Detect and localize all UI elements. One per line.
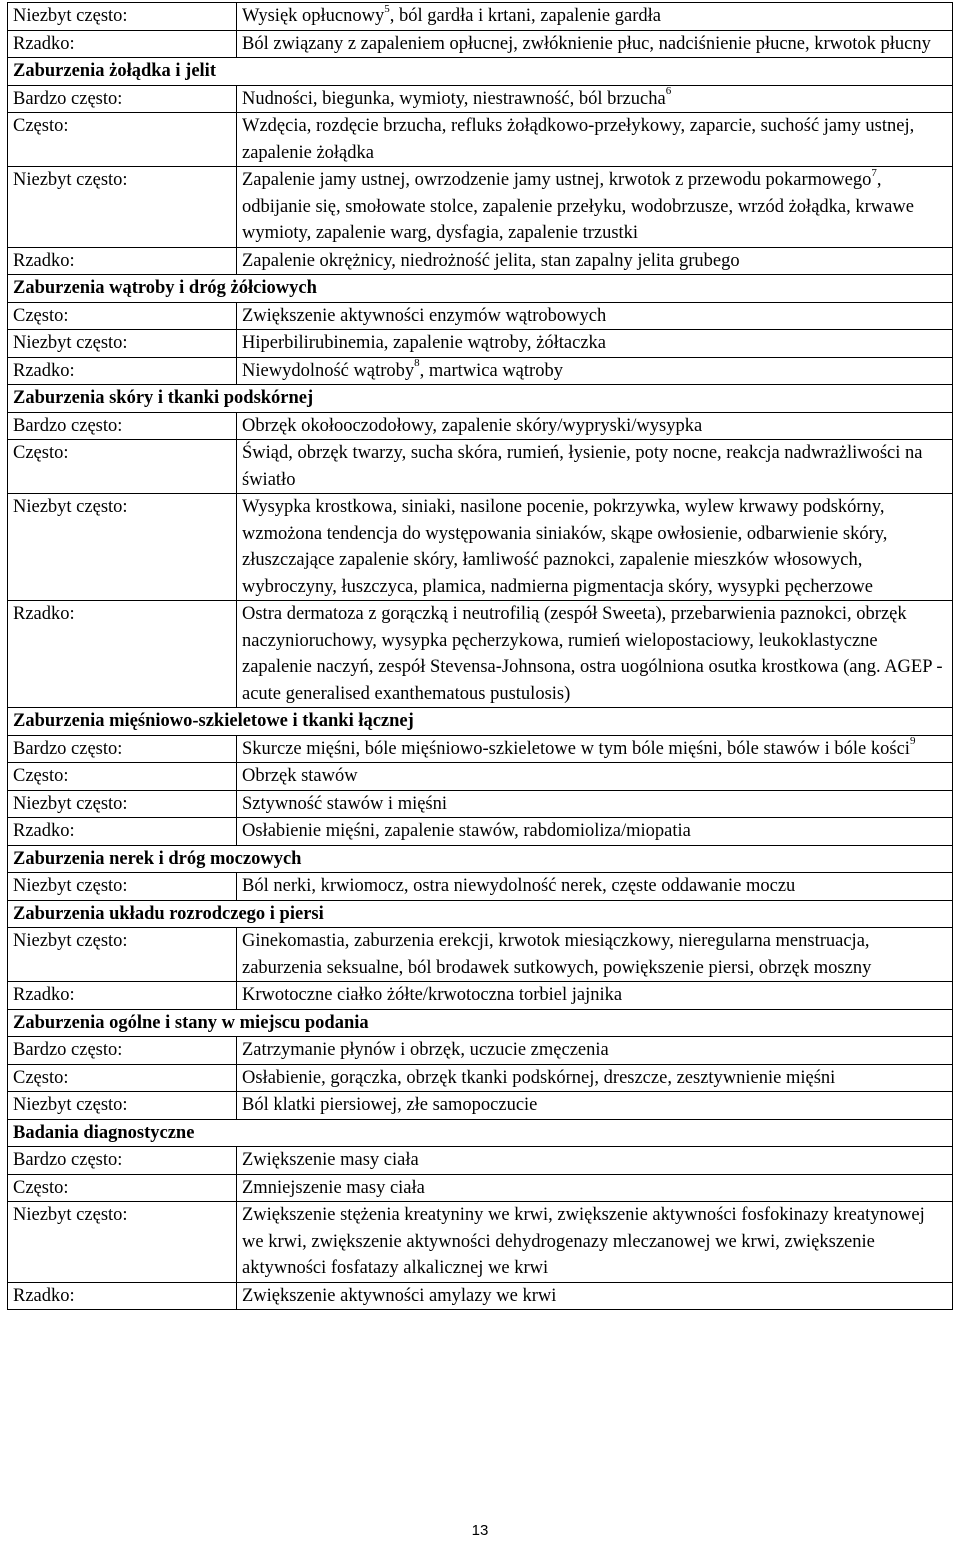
frequency-label: Niezbyt często: xyxy=(8,1092,237,1120)
table-row xyxy=(8,494,953,601)
frequency-label: Niezbyt często: xyxy=(8,167,237,248)
adverse-effects-cell xyxy=(237,928,953,982)
adverse-effects-text: Obrzęk stawów xyxy=(242,766,358,786)
section-header-row xyxy=(8,275,953,303)
frequency-label: Rzadko: xyxy=(8,818,237,846)
frequency-label: Niezbyt często: xyxy=(8,3,237,31)
table-row xyxy=(8,1174,953,1202)
section-header-row xyxy=(8,708,953,736)
footnote-reference: 6 xyxy=(665,85,672,98)
table-row xyxy=(8,928,953,982)
adverse-effects-text: Nudności, biegunka, wymioty, niestrawność, ból brzucha xyxy=(242,88,666,109)
table-row xyxy=(8,412,953,440)
adverse-effects-text: Ból klatki piersiowej, złe samopoczucie xyxy=(242,1095,538,1115)
adverse-effects-text: Sztywność stawów i mięśni xyxy=(242,793,448,814)
frequency-label: Często: xyxy=(8,763,237,791)
table-row xyxy=(8,818,953,846)
adverse-effects-text: Ginekomastia, zaburzenia erekcji, krwotok miesiączkowy, nieregularna menstruacja, zaburzenia seksualne, ból brodawek sutkowych, powiększenie piersi, obrzęk moszny xyxy=(242,931,872,978)
adverse-effects-cell xyxy=(237,1282,953,1310)
table-row xyxy=(8,302,953,330)
table-row xyxy=(8,1147,953,1175)
frequency-label: Często: xyxy=(8,1064,237,1092)
footnote-reference: 8 xyxy=(414,357,420,370)
frequency-label: Niezbyt często: xyxy=(8,330,237,358)
adverse-effects-text: Osłabienie, gorączka, obrzęk tkanki podskórnej, dreszcze, zesztywnienie mięśni xyxy=(242,1067,836,1088)
adverse-effects-cell xyxy=(237,873,953,901)
adverse-effects-cell xyxy=(237,601,953,708)
frequency-label: Często: xyxy=(8,1174,237,1202)
adverse-effects-cell xyxy=(237,167,953,248)
section-title: Zaburzenia skóry i tkanki podskórnej xyxy=(8,385,953,413)
frequency-label: Często: xyxy=(8,302,237,330)
adverse-effects-table xyxy=(7,2,953,1310)
adverse-effects-text: Zwiększenie aktywności enzymów wątrobowych xyxy=(242,305,607,326)
adverse-effects-text: Zwiększenie masy ciała xyxy=(242,1150,419,1170)
adverse-effects-cell xyxy=(237,412,953,440)
adverse-effects-cell xyxy=(237,1174,953,1202)
section-header-row xyxy=(8,1009,953,1037)
adverse-effects-cell xyxy=(237,1064,953,1092)
adverse-effects-text: Ostra dermatoza z gorączką i neutrofilią (zespół Sweeta), przebarwienia paznokci, obrzęk naczynioruchowy, wysypka pęcherzykowa, rumień wielopostaciowy, leukoklastyczne zapalenie naczyń, zespół Stevensa-Johnsona, ostra uogólniona osutka krostkowa (ang. AGEP - acute generalised exanthematous pustulosis) xyxy=(242,604,943,704)
frequency-label: Niezbyt często: xyxy=(8,1202,237,1283)
adverse-effects-cell xyxy=(237,494,953,601)
adverse-effects-cell xyxy=(237,763,953,791)
frequency-label: Niezbyt często: xyxy=(8,873,237,901)
table-row xyxy=(8,1202,953,1283)
adverse-effects-cell xyxy=(237,790,953,818)
section-title: Zaburzenia nerek i dróg moczowych xyxy=(8,845,953,873)
frequency-label: Bardzo często: xyxy=(8,735,237,763)
adverse-effects-text: Świąd, obrzęk twarzy, sucha skóra, rumień, łysienie, poty nocne, reakcja nadwrażliwości na światło xyxy=(242,443,923,490)
adverse-effects-text: Zwiększenie aktywności amylazy we krwi xyxy=(242,1285,557,1306)
table-row xyxy=(8,873,953,901)
adverse-effects-cell xyxy=(237,982,953,1010)
adverse-effects-cell xyxy=(237,735,953,763)
frequency-label: Rzadko: xyxy=(8,982,237,1010)
page-number: 13 xyxy=(471,1522,489,1539)
adverse-effects-text: Zwiększenie stężenia kreatyniny we krwi, zwiększenie aktywności fosfokinazy kreatynowej we krwi, zwiększenie aktywności dehydrogenazy mleczanowej we krwi, zwiększenie aktywności fosfatazy alkalicznej we krwi xyxy=(242,1205,925,1278)
adverse-effects-cell xyxy=(237,1037,953,1065)
adverse-effects-text: Obrzęk okołooczodołowy, zapalenie skóry/wypryski/wysypka xyxy=(242,415,703,436)
table-row xyxy=(8,440,953,494)
table-row xyxy=(8,763,953,791)
adverse-effects-text: Ból związany z zapaleniem opłucnej, zwłóknienie płuc, nadciśnienie płucne, krwotok płucny xyxy=(242,33,931,54)
adverse-effects-text: , martwica wątroby xyxy=(419,360,563,381)
adverse-effects-cell xyxy=(237,30,953,58)
section-header-row xyxy=(8,845,953,873)
section-title: Zaburzenia układu rozrodczego i piersi xyxy=(8,900,953,928)
section-title: Zaburzenia mięśniowo-szkieletowe i tkanki łącznej xyxy=(8,708,953,736)
adverse-effects-text: Zapalenie jamy ustnej, owrzodzenie jamy ustnej, krwotok z przewodu pokarmowego xyxy=(242,170,872,190)
frequency-label: Rzadko: xyxy=(8,601,237,708)
frequency-label: Bardzo często: xyxy=(8,85,237,113)
adverse-effects-cell xyxy=(237,1147,953,1175)
adverse-effects-text: , ból gardła i krtani, zapalenie gardła xyxy=(389,6,661,26)
adverse-effects-cell xyxy=(237,302,953,330)
frequency-label: Niezbyt często: xyxy=(8,494,237,601)
adverse-effects-cell xyxy=(237,1202,953,1283)
adverse-effects-text: Osłabienie mięśni, zapalenie stawów, rabdomioliza/miopatia xyxy=(242,821,691,841)
table-row xyxy=(8,982,953,1010)
section-title: Zaburzenia żołądka i jelit xyxy=(8,58,953,86)
table-row xyxy=(8,735,953,763)
table-row xyxy=(8,790,953,818)
table-row xyxy=(8,1064,953,1092)
footnote-reference: 7 xyxy=(871,166,877,179)
section-title: Zaburzenia ogólne i stany w miejscu podania xyxy=(8,1009,953,1037)
section-title: Zaburzenia wątroby i dróg żółciowych xyxy=(8,275,953,303)
table-row xyxy=(8,357,953,385)
frequency-label: Niezbyt często: xyxy=(8,928,237,982)
adverse-effects-text: Niewydolność wątroby xyxy=(242,360,415,381)
adverse-effects-cell xyxy=(237,330,953,358)
adverse-effects-text: Wzdęcia, rozdęcie brzucha, refluks żołądkowo-przełykowy, zaparcie, suchość jamy ustnej, zapalenie żołądka xyxy=(242,116,915,163)
frequency-label: Często: xyxy=(8,440,237,494)
adverse-effects-cell xyxy=(237,113,953,167)
table-row xyxy=(8,247,953,275)
adverse-effects-cell xyxy=(237,357,953,385)
adverse-effects-cell xyxy=(237,1092,953,1120)
footnote-reference: 9 xyxy=(909,735,916,748)
adverse-effects-cell xyxy=(237,85,953,113)
adverse-effects-text: Ból nerki, krwiomocz, ostra niewydolność nerek, częste oddawanie moczu xyxy=(242,876,796,896)
table-row xyxy=(8,1282,953,1310)
table-row xyxy=(8,167,953,248)
adverse-effects-text: Wysięk opłucnowy xyxy=(242,6,385,26)
footnote-reference: 5 xyxy=(384,2,390,15)
adverse-effects-text: Zatrzymanie płynów i obrzęk, uczucie zmęczenia xyxy=(242,1040,609,1060)
table-row xyxy=(8,85,953,113)
adverse-effects-text: , odbijanie się, smołowate stolce, zapalenie przełyku, wodobrzusze, wrzód żołądka, krwawe wymioty, zapalenie warg, dysfagia, zapalenie trzustki xyxy=(242,170,914,243)
adverse-effects-cell xyxy=(237,247,953,275)
adverse-effects-text: Zmniejszenie masy ciała xyxy=(242,1177,425,1198)
frequency-label: Rzadko: xyxy=(8,357,237,385)
frequency-label: Bardzo często: xyxy=(8,1147,237,1175)
frequency-label: Rzadko: xyxy=(8,1282,237,1310)
table-row xyxy=(8,1037,953,1065)
table-row xyxy=(8,330,953,358)
table-row xyxy=(8,601,953,708)
frequency-label: Bardzo często: xyxy=(8,1037,237,1065)
table-row xyxy=(8,3,953,31)
adverse-effects-cell xyxy=(237,440,953,494)
adverse-effects-text: Wysypka krostkowa, siniaki, nasilone pocenie, pokrzywka, wylew krwawy podskórny, wzmożona tendencja do występowania siniaków, skąpe owłosienie, odbarwienie skóry, złuszczające zapalenie skóry, łamliwość paznokci, zapalenie mieszków włosowych, wybroczyny, łuszczyca, plamica, nadmierna pigmentacja skóry, wysypki pęcherzowe xyxy=(242,497,888,597)
table-row xyxy=(8,1092,953,1120)
adverse-effects-cell xyxy=(237,818,953,846)
frequency-label: Bardzo często: xyxy=(8,412,237,440)
table-row xyxy=(8,113,953,167)
table-row xyxy=(8,30,953,58)
section-header-row xyxy=(8,1119,953,1147)
section-header-row xyxy=(8,385,953,413)
adverse-effects-text: Skurcze mięśni, bóle mięśniowo-szkieletowe w tym bóle mięśni, bóle stawów i bóle kości xyxy=(242,738,910,759)
frequency-label: Rzadko: xyxy=(8,30,237,58)
section-header-row xyxy=(8,58,953,86)
adverse-effects-text: Zapalenie okrężnicy, niedrożność jelita, stan zapalny jelita grubego xyxy=(242,250,740,271)
adverse-effects-cell xyxy=(237,3,953,31)
adverse-effects-text: Krwotoczne ciałko żółte/krwotoczna torbiel jajnika xyxy=(242,985,623,1005)
document-page xyxy=(7,2,953,1310)
section-title: Badania diagnostyczne xyxy=(8,1119,953,1147)
adverse-effects-text: Hiperbilirubinemia, zapalenie wątroby, żółtaczka xyxy=(242,333,607,353)
frequency-label: Niezbyt często: xyxy=(8,790,237,818)
frequency-label: Rzadko: xyxy=(8,247,237,275)
adverse-effects-table-body xyxy=(8,3,953,1310)
frequency-label: Często: xyxy=(8,113,237,167)
section-header-row xyxy=(8,900,953,928)
